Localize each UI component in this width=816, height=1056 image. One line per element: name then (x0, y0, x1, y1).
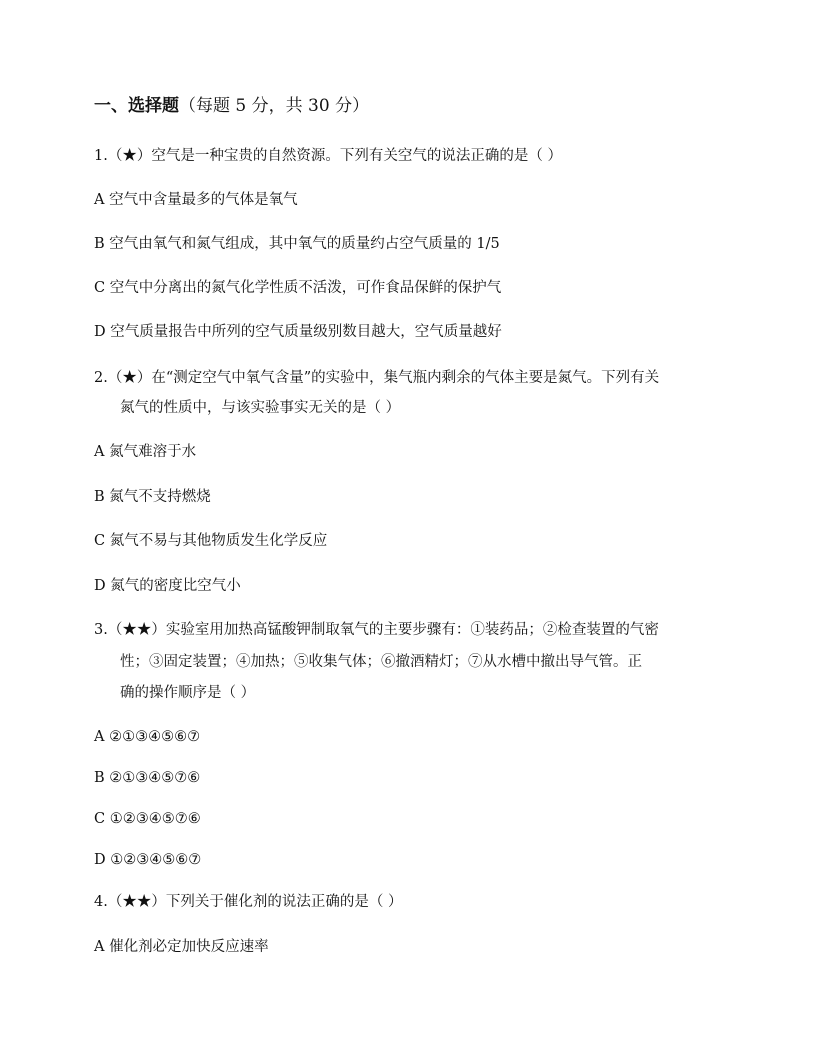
question-2-option-b: B 氮气不支持燃烧 (94, 489, 211, 505)
question-3-option-b: B ②①③④⑤⑦⑥ (94, 770, 201, 786)
question-4-option-a: A 催化剂必定加快反应速率 (94, 939, 269, 955)
question-2-option-c: C 氮气不易与其他物质发生化学反应 (94, 533, 328, 549)
question-2-stem-line-2: 氮气的性质中，与该实验事实无关的是（ ） (120, 400, 401, 416)
question-3-option-d: D ①②③④⑤⑥⑦ (94, 852, 202, 868)
question-3-option-c: C ①②③④⑤⑦⑥ (94, 811, 201, 827)
question-2-stem-line-1: 2.（★）在“测定空气中氧气含量”的实验中，集气瓶内剩余的气体主要是氮气。下列有关 (94, 370, 660, 386)
question-3-stem-line-3: 确的操作顺序是（ ） (120, 685, 256, 701)
question-1-option-a: A 空气中含量最多的气体是氧气 (94, 192, 298, 208)
question-4-stem: 4.（★★）下列关于催化剂的说法正确的是（ ） (94, 894, 403, 910)
section-title-main: 一、选择题 (94, 96, 179, 116)
section-title (94, 95, 369, 117)
question-3-option-a: A ②①③④⑤⑥⑦ (94, 729, 201, 745)
question-1-option-c: C 空气中分离出的氮气化学性质不活泼，可作食品保鲜的保护气 (94, 280, 502, 296)
question-1-stem: 1.（★）空气是一种宝贵的自然资源。下列有关空气的说法正确的是（ ） (94, 148, 562, 164)
question-1-option-b: B 空气由氧气和氮气组成，其中氧气的质量约占空气质量的 1/5 (94, 236, 500, 252)
question-2-option-a: A 氮气难溶于水 (94, 444, 197, 460)
question-2-option-d: D 氮气的密度比空气小 (94, 578, 241, 594)
question-1-option-d: D 空气质量报告中所列的空气质量级别数目越大，空气质量越好 (94, 324, 502, 340)
question-3-stem-line-1: 3.（★★）实验室用加热高锰酸钾制取氧气的主要步骤有：①装药品；②检查装置的气密 (94, 622, 659, 638)
section-title-note: （每题 5 分，共 30 分） (179, 96, 370, 116)
question-3-stem-line-2: 性；③固定装置；④加热；⑤收集气体；⑥撤酒精灯；⑦从水槽中撤出导气管。正 (120, 654, 642, 670)
